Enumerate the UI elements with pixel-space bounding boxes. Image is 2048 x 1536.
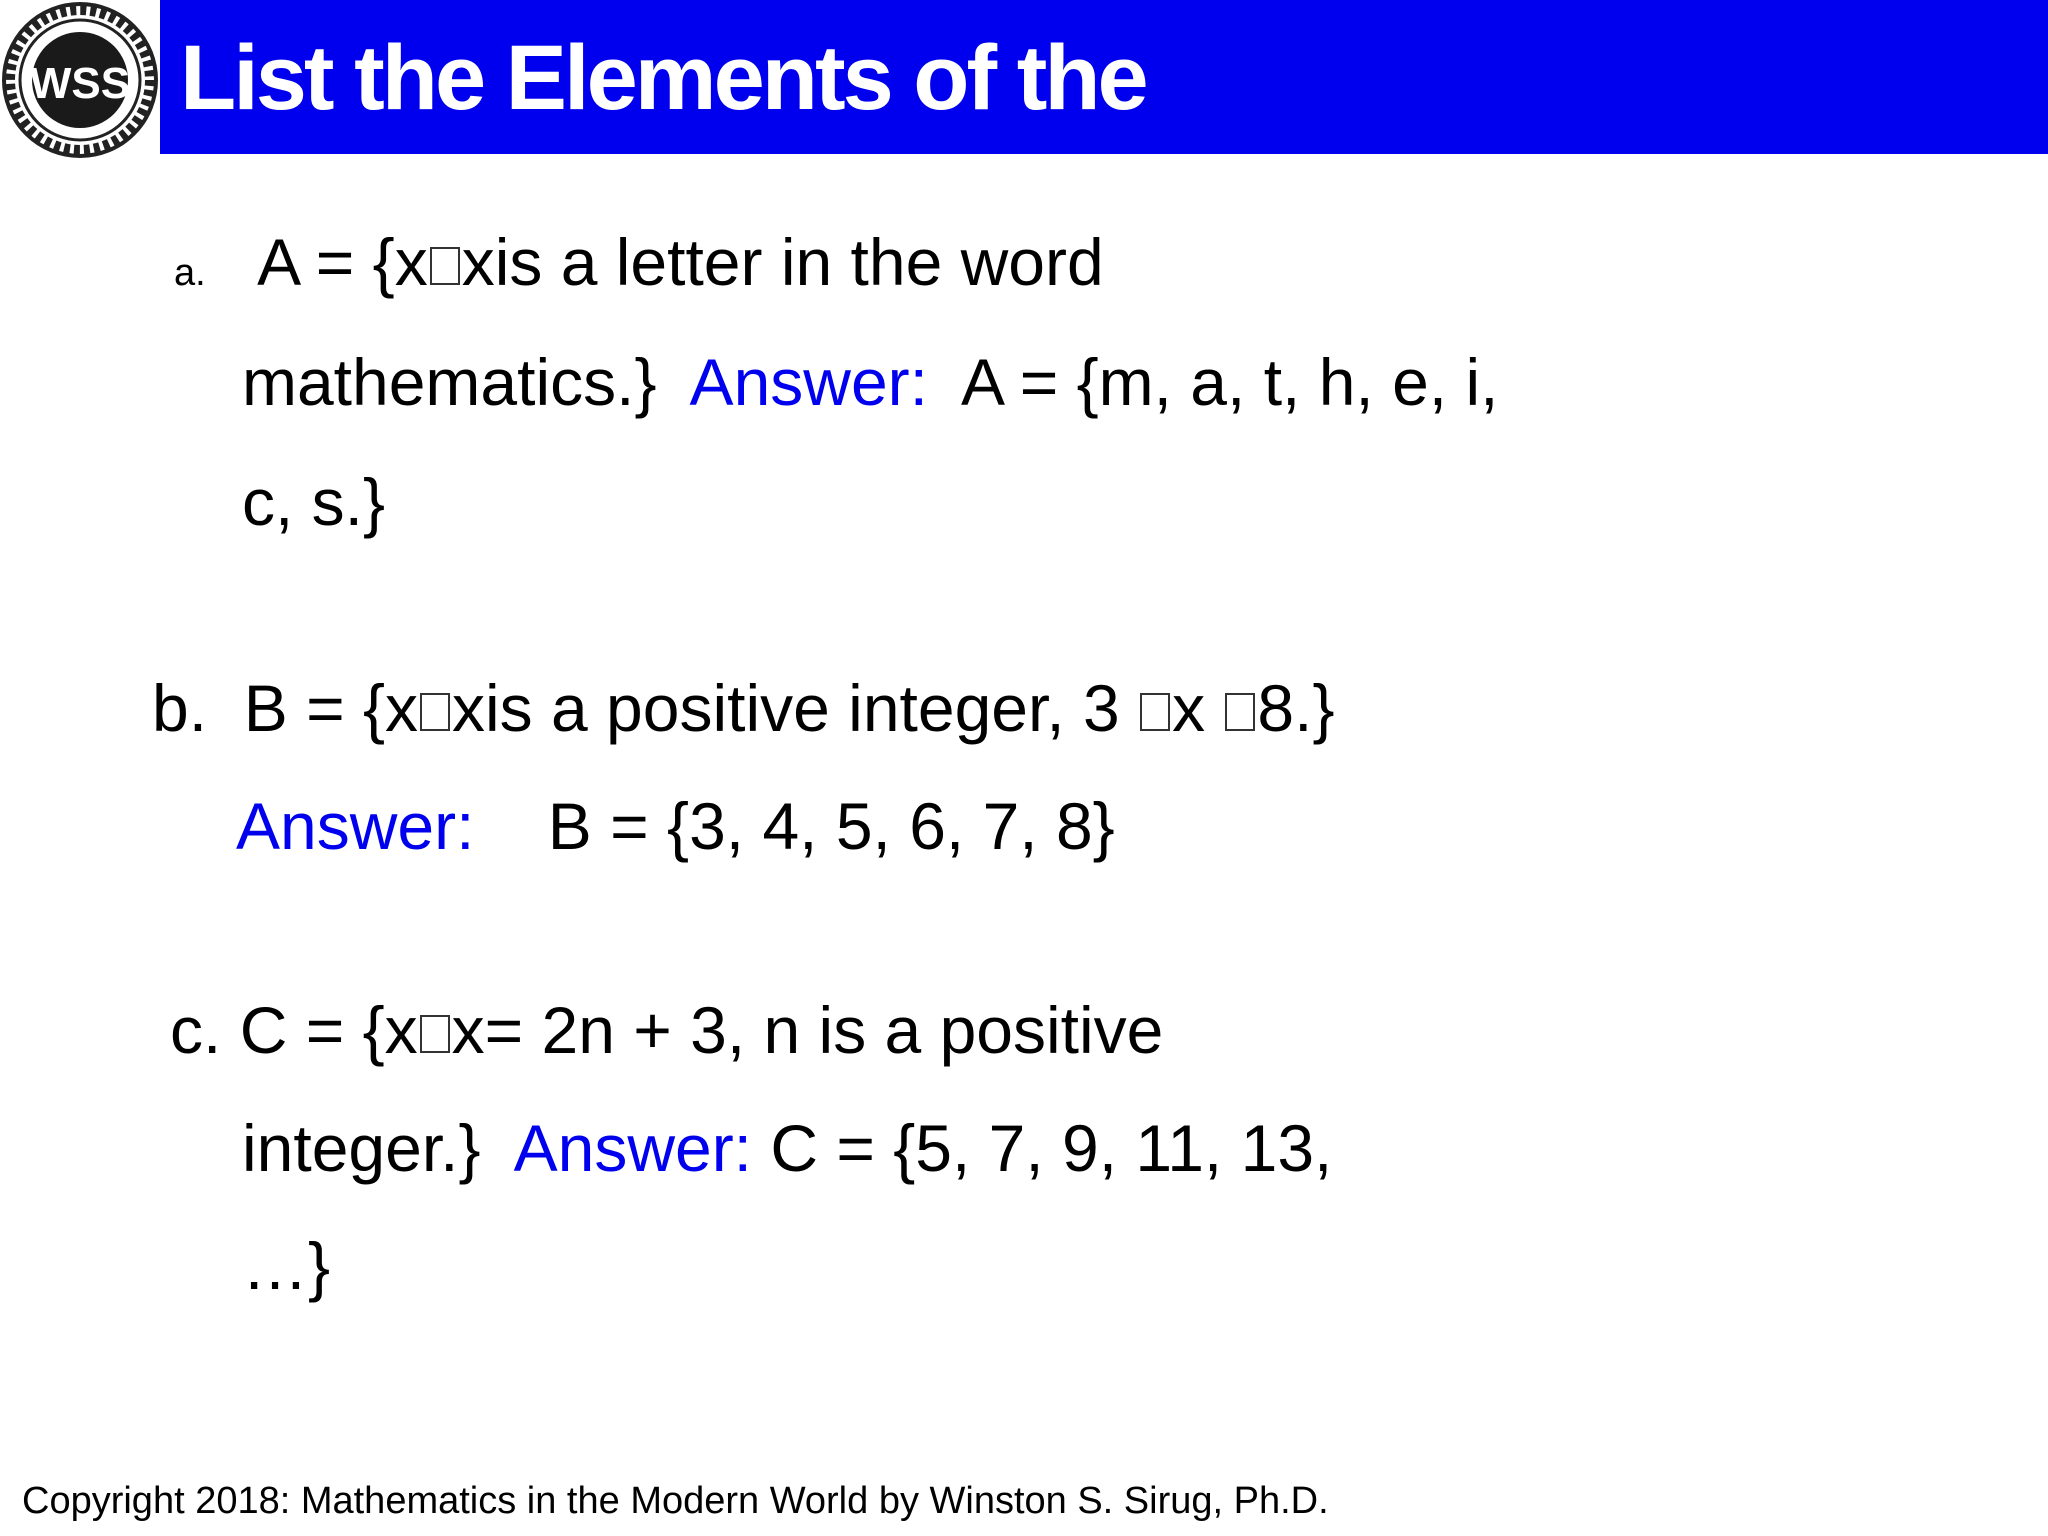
item-a-answer: A = {m, a, t, h, e, i,	[961, 345, 1499, 419]
item-b-line-2	[236, 786, 1115, 866]
item-b-condition: xis a positive integer, 3	[452, 671, 1139, 745]
wss-logo	[0, 0, 160, 160]
page-title: List the Elements of the	[180, 27, 1146, 129]
item-b-line-1	[152, 668, 1335, 748]
item-c-marker: c.	[170, 993, 222, 1067]
item-c-line-3	[242, 1226, 330, 1306]
item-b-set-start: B = {x	[243, 671, 419, 745]
item-b-condition-end: 8.}	[1257, 671, 1335, 745]
item-b-answer: B = {3, 4, 5, 6, 7, 8}	[547, 789, 1115, 863]
missing-glyph-icon	[430, 247, 460, 285]
item-c-set-start: C = {x	[239, 993, 418, 1067]
item-a-answer-label: Answer:	[689, 345, 928, 419]
item-a-marker: a.	[174, 252, 206, 294]
item-a-answer-end: c, s.}	[242, 465, 386, 539]
item-c-condition-end: integer.}	[242, 1111, 481, 1185]
item-b-answer-label: Answer:	[236, 789, 475, 863]
item-a-set-start: A = {x	[257, 225, 428, 299]
item-b-marker: b.	[152, 671, 208, 745]
item-c-condition: x= 2n + 3, n is a positive	[451, 993, 1164, 1067]
copyright-footer: Copyright 2018: Mathematics in the Modern World by Winston S. Sirug, Ph.D.	[22, 1480, 1329, 1522]
item-c-answer-end: …}	[242, 1229, 331, 1303]
item-a-line-2	[242, 342, 1498, 422]
item-a-condition-end: mathematics.}	[242, 345, 657, 419]
item-c-answer-label: Answer:	[513, 1111, 753, 1185]
missing-glyph-icon	[420, 693, 450, 731]
item-c-line-2	[242, 1108, 1332, 1188]
missing-glyph-icon	[420, 1015, 450, 1053]
item-c-answer: C = {5, 7, 9, 11, 13,	[770, 1111, 1333, 1185]
item-a-condition: xis a letter in the word	[461, 225, 1104, 299]
missing-glyph-icon	[1225, 693, 1255, 731]
item-b-condition-x: x	[1172, 671, 1224, 745]
item-a-line-3	[242, 462, 385, 542]
item-c-line-1	[170, 990, 1163, 1070]
missing-glyph-icon	[1140, 693, 1170, 731]
svg-text:WSS: WSS	[29, 59, 131, 108]
item-a-line-1	[174, 222, 1104, 313]
